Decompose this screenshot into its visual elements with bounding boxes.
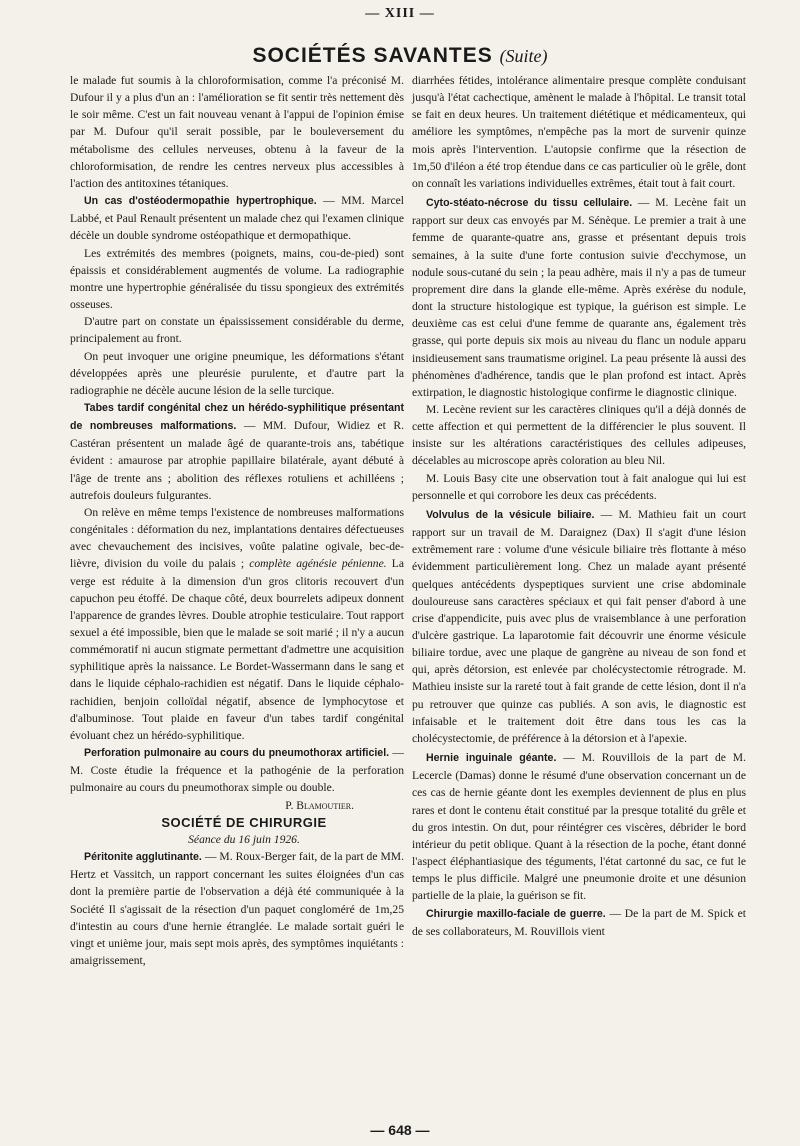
paragraph — [412, 194, 746, 401]
paragraph-text: — M. Coste étudie la fréquence et la pathogénie de la perforation pulmonaire au cours du pneumothorax simple ou double. — [70, 746, 404, 795]
paragraph — [70, 192, 404, 244]
roman-page-number: — XIII — — [365, 6, 435, 21]
header-suffix: (Suite) — [499, 46, 548, 66]
italic-text: complète agénésie pénienne. — [249, 557, 387, 571]
paragraph-text: — M. Lecène fait un rapport sur deux cas envoyés par M. Sénèque. Le premier a trait à une femme de quarante-quatre ans, grasse et présentant depuis trois semaines, à la suite d'une forte contusion suivie d'ecchymose, un nodule sous-cutané du sein ; la peau adhère, mais il n'y a pas de tumeur proprement dire dans la glande elle-même. Après exérèse du nodule, dont la structure histologique est typique, la guérison est simple. Le deuxième cas est celui d'une femme de quarante ans, également très grasse, qui porte depuis six mois au niveau du flanc un nodule apparu insidieusement sans traumatisme originel. La peau présente là aussi des phénomènes d'adhérence, tandis que le plan profond est intact. Après extirpation, le diagnostic histologique confirme le diagnostic clinique. — [412, 196, 746, 399]
paragraph-text: — M. Roux-Berger fait, de la part de MM. Hertz et Vassitch, un rapport concernant les suites éloignées d'un cas dont la première partie de l'observation a déjà été communiquée à la Société Il s'agissait de la résection d'un paquet congloméré de 1m,25 d'intestin au cours d'une hernie étranglée. Le malade sortait guéri le vingt et unième jour, mais sept mois après, des symptômes inquiétants : amaigrissement, — [70, 850, 404, 967]
section-subtitle: Séance du 16 juin 1926. — [188, 832, 300, 846]
paragraph — [70, 848, 404, 969]
paragraph: Les extrémités des membres (poignets, mains, cou-de-pied) sont épaissis et considérablement augmentés de volume. La radiographie montre une hypertrophie généralisée du tissu spongieux des extrémités osseuses. — [70, 246, 404, 312]
section-title: SOCIÉTÉ DE CHIRURGIE — [161, 814, 327, 830]
paragraph — [70, 399, 404, 504]
paragraph: M. Lecène revient sur les caractères cliniques qu'il a déjà donnés de cette affection et qui permettent de la différencier le plus souvent. Il insiste sur les altérations caractéristiques des cellules adipeuses, décelables au microscope après coloration au bleu Nil. — [412, 402, 746, 468]
left-column — [70, 72, 404, 969]
article-heading: Chirurgie maxillo-faciale de guerre. — [426, 907, 606, 920]
article-heading: Perforation pulmonaire au cours du pneumothorax artificiel. — [84, 747, 390, 760]
paragraph: M. Louis Basy cite une observation tout à fait analogue qui lui est personnelle et qui corrobore les deux cas précédents. — [412, 471, 746, 502]
page-header — [0, 44, 800, 68]
paragraph-text: — MM. Marcel Labbé, et Paul Renault présentent un malade chez qui l'examen clinique décèle un double syndrome ostéopathique et dermopathique. — [70, 194, 404, 243]
header-title: SOCIÉTÉS SAVANTES — [252, 44, 493, 67]
paragraph: On peut invoquer une origine pneumique, les déformations s'étant développées après une pleurésie purulente, et d'autre part la radiographie ne décèle aucune lésion de la selle turcique. — [70, 349, 404, 397]
paragraph-text: — M. Mathieu fait un court rapport sur un travail de M. Daraignez (Dax) Il s'agit d'une lésion extrêmement rare : volume d'une vésicule biliaire très flottante à méso évidemment particulièrement long. Chez un malade ayant présenté quelques antécédents dyspeptiques survient une crise abdominale douloureuse sans caractères spéciaux et qui fait penser d'abord à une crise d'appendicite, puis avec plus de vraisemblance à une perforation d'ulcère gastrique. La laparotomie fait découvrir une énorme vésicule biliaire tordue, avec une plaque de gangrène au niveau de son fond et qui, après détorsion, est enlevée par cholécystectomie rétrograde. M. Mathieu insiste sur la rareté tout à fait grande de cette lésion, dont il n'a pu retrouver que quinze cas publiés. A son avis, le diagnostic est infaisable et le traitement doit être dans tous les cas la cholécystectomie, de préférence à la détorsion et à l'apexie. — [412, 507, 746, 745]
article-heading: Hernie inguinale géante. — [426, 752, 557, 765]
paragraph — [70, 504, 404, 744]
paragraph — [412, 749, 746, 904]
article-heading: Tabes tardif congénital chez un hérédo-syphilitique présentant de nombreuses malformations. — [70, 401, 404, 433]
paragraph — [70, 744, 404, 796]
article-heading: Volvulus de la vésicule biliaire. — [426, 508, 595, 521]
signature: P. Blamoutier. — [285, 798, 354, 812]
paragraph-text: — M. Rouvillois de la part de M. Lecercle (Damas) donne le résumé d'une observation concernant un de ces cas de hernie géante dont les exemples deviennent de plus en plus rares et dont le contenu était constitué par la presque totalité du grêle et du gros intestin. On dut, pour réintégrer ces viscères, débrider le bord intérieur du petit oblique. Quant à la résection de la poche, étant donné l'aspect éléphantiasique des téguments, l'état cartonné du sac, ce fut le temps le plus difficile. Malgré une pneumonie droite et une désunion partielle de la plaie, la guérison se fit. — [412, 751, 746, 903]
right-column — [412, 72, 746, 940]
paragraph: D'autre part on constate un épaississement considérable du derme, principalement au front. — [70, 315, 404, 346]
article-heading: Cyto-stéato-nécrose du tissu cellulaire. — [426, 197, 633, 210]
page-folio: — 648 — — [370, 1122, 430, 1138]
paragraph-text: La verge est réduite à la dimension d'un gros clitoris recouvert d'un capuchon peu étoffé. De chaque côté, deux bourrelets adipeux donnent l'apparence de grandes lèvres. Double atrophie testiculaire. Tout rapport sexuel a été impossible, bien que le malade se soit marié ; il n'y a aucun commémoratif ni aucun stigmate permettant d'admettre une acquisition syphilitique après la naissance. Le Bordet-Wassermann dans le sang et dans le liquide céphalo-rachidien est négatif. Dans le liquide céphalo-rachidien, benjoin colloïdal négatif, absence de lymphocytose et d'albuminose. Tout plaide en faveur d'un tabes tardif congénital évoluant chez un hérédo-syphilitique. — [70, 557, 405, 742]
paragraph — [412, 905, 746, 940]
article-heading: Un cas d'ostéodermopathie hypertrophique. — [84, 195, 317, 208]
paragraph-text: On relève en même temps l'existence de nombreuses malformations congénitales : déformation du nez, implantations dentaires défectueuses avec chevauchement des incisives, voûte palatine ogivale, bec-de-lièvre, division du voile du palais ; — [70, 505, 404, 571]
paragraph-text: — De la part de M. Spick et de ses collaborateurs, M. Rouvillois vient — [412, 906, 746, 938]
paragraph: diarrhées fétides, intolérance alimentaire presque complète conduisant jusqu'à l'état cachectique, amènent le malade à l'hôpital. Le transit total se fait en deux heures. Un traitement diététique et médicamenteux, qui améliore les symptômes, n'empêche pas la mort de survenir quinze mois après l'intervention. L'autopsie confirme que la résection de 1m,50 d'iléon a été trop étendue dans ce cas particulier où le grêle, dont on connaît les variations individuelles extrêmes, était tout à fait court. — [412, 74, 746, 190]
paragraph: le malade fut soumis à la chloroformisation, comme l'a préconisé M. Dufour il y a plus d'un an : l'amélioration se fit sentir très nettement dès le soir même. C'est un fait nouveau venant à l'appui de l'opinion émise par M. Dufour qu'il serait possible, par le bouleversement du métabolisme des cellules nerveuses, obtenu à la faveur de la chloroformisation, de rendre les centres nerveux plus accessibles à l'action des antitoxines tétaniques. — [70, 74, 404, 190]
paragraph-text: — MM. Dufour, Widiez et R. Castéran présentent un malade âgé de quarante-trois ans, tabétique évident : amaurose par atrophie papillaire bilatérale, ayant débuté à l'âge de trente ans ; abolition des réflexes rotuliens et achilléens ; autrefois douleurs fulgurantes. — [70, 419, 404, 502]
paragraph — [412, 506, 746, 747]
article-heading: Péritonite agglutinante. — [84, 851, 202, 864]
